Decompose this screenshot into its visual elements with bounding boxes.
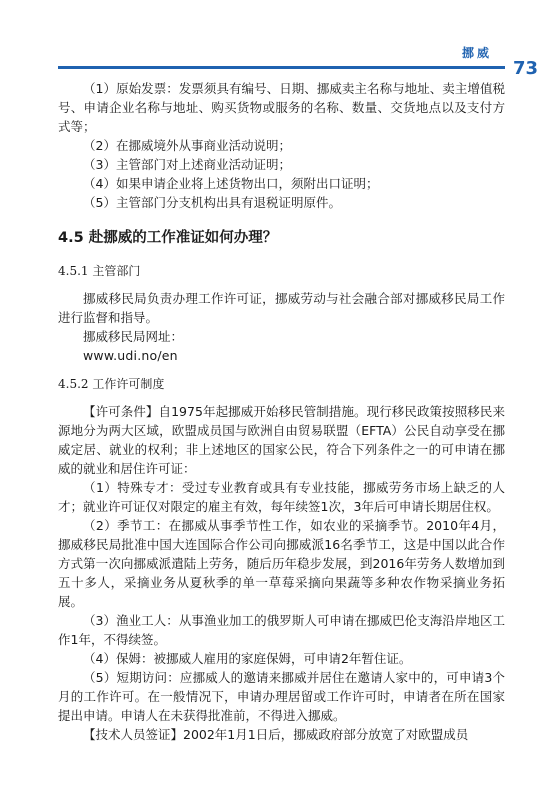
- list-item: （3）主管部门对上述商业活动证明；: [83, 157, 291, 172]
- header-section-label: 挪威: [462, 46, 493, 60]
- page-body: [58, 79, 505, 744]
- list-item: （5）短期访问：应挪威人的邀请来挪威并居住在邀请人家中的，可申请3个月的工作许可。在一般情况下，申请办理居留或工作许可时，申请者在所在国家提出申请。申请人在未获得批准前，不得进入挪威。: [58, 670, 505, 723]
- list-item: （3）渔业工人：从事渔业加工的俄罗斯人可申请在挪威巴伦支海沿岸地区工作1年，不得续签。: [58, 613, 505, 647]
- list-item: （2）在挪威境外从事商业活动说明；: [83, 138, 291, 153]
- section-heading-4-5: 4.5 赴挪威的工作准证如何办理？: [58, 230, 278, 246]
- list-item: （5）主管部门分支机构出具有退税证明原件。: [83, 195, 341, 210]
- list-item: （2）季节工：在挪威从事季节性工作，如农业的采摘季节。2010年4月，挪威移民局批准中国大连国际合作公司向挪威派16名季节工，这是中国以此合作方式第一次向挪威派遣陆上劳务，随后历年稳步发展，到2016年劳务人数增加到五十多人，采摘业务从夏秋季的单一草莓采摘向果蔬等多种农作物采摘业务拓展。: [58, 518, 505, 609]
- website-label: 挪威移民局网址：: [83, 329, 184, 344]
- subsection-heading-4-5-1: 4.5.1 主管部门: [58, 264, 141, 278]
- header-rule: [58, 66, 505, 69]
- paragraph: 【许可条件】自1975年起挪威开始移民管制措施。现行移民政策按照移民来源地分为两大区域，欧盟成员国与欧洲自由贸易联盟（EFTA）公民自动享受在挪威定居、就业的权利；非上述地区的国家公民，符合下列条件之一的可申请在挪威的就业和居住许可证：: [58, 404, 505, 476]
- list-item: （4）保姆：被挪威人雇用的家庭保姆，可申请2年暂住证。: [83, 651, 412, 666]
- paragraph: 【技术人员签证】2002年1月1日后，挪威政府部分放宽了对欧盟成员: [83, 727, 469, 742]
- list-item: （4）如果申请企业将上述货物出口，须附出口证明；: [83, 176, 379, 191]
- website-url: www.udi.no/en: [83, 348, 178, 363]
- subsection-heading-4-5-2: 4.5.2 工作许可制度: [58, 377, 165, 391]
- list-item: （1）特殊专才：受过专业教育或具有专业技能，挪威劳务市场上缺乏的人才；就业许可证仅对限定的雇主有效，每年续签1次，3年后可申请长期居住权。: [58, 480, 505, 514]
- page-number: 73: [513, 58, 539, 79]
- paragraph: 挪威移民局负责办理工作许可证，挪威劳动与社会融合部对挪威移民局工作进行监督和指导。: [58, 291, 505, 325]
- list-item: （1）原始发票：发票须具有编号、日期、挪威卖主名称与地址、卖主增值税号、申请企业名称与地址、购买货物或服务的名称、数量、交货地点以及支付方式等；: [58, 81, 505, 134]
